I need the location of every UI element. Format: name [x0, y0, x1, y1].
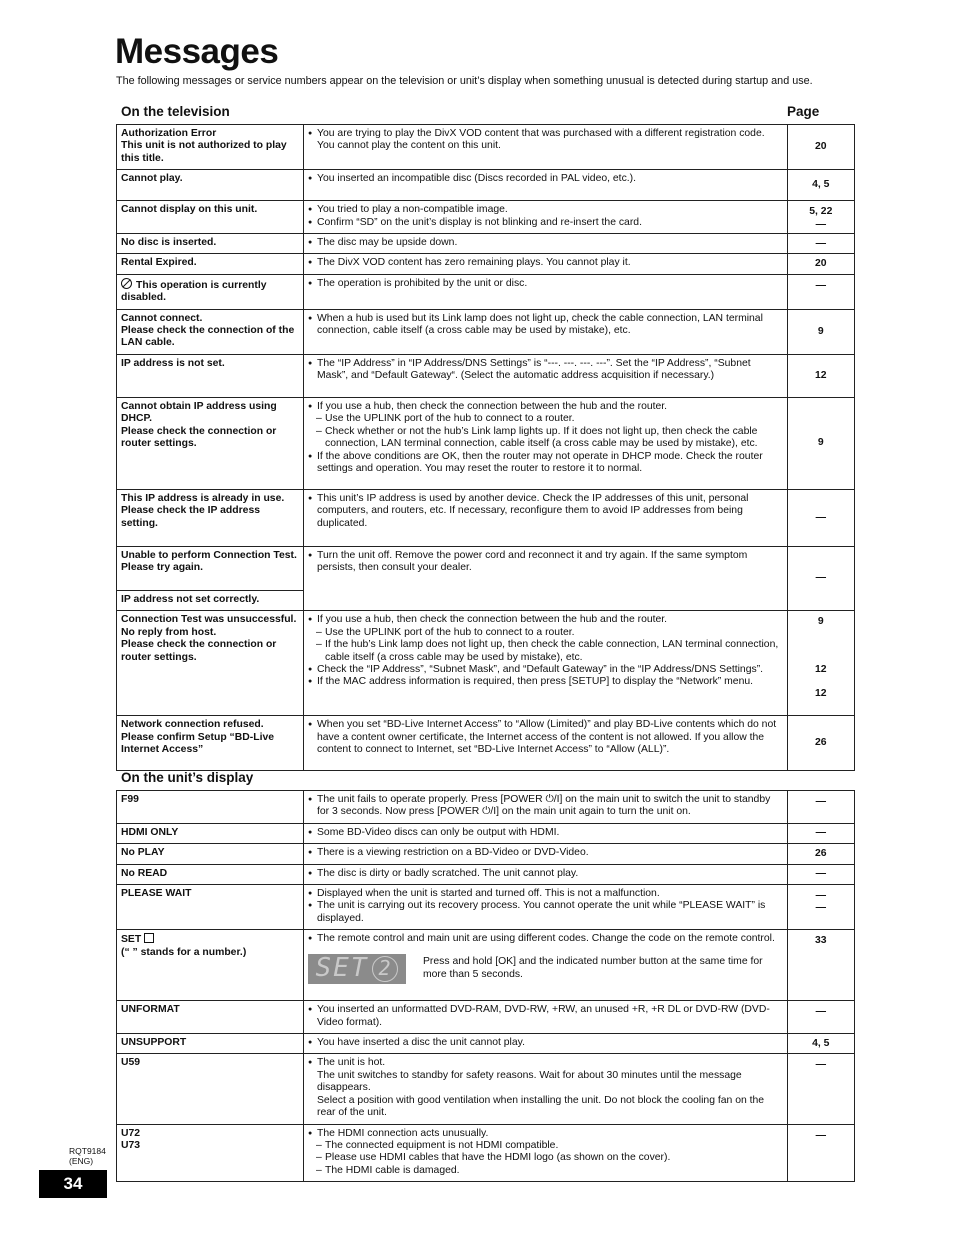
description-cell — [304, 716, 788, 771]
description-cell — [304, 611, 788, 716]
message-cell — [117, 1054, 304, 1124]
page-ref: 20 — [787, 254, 854, 274]
message-text: Please check the connection or router settings. — [121, 425, 277, 450]
message-cell — [117, 170, 304, 201]
message-text: Please check the IP address setting. — [121, 505, 261, 529]
message-text: SET — [121, 934, 142, 946]
message-cell — [117, 791, 304, 824]
message-text: UNFORMAT — [121, 1004, 180, 1016]
page-ref: 4, 5 — [787, 170, 854, 201]
message-text: U72 — [121, 1127, 141, 1139]
bullet-item: ● You are trying to play the DivX VOD content that was purchased with a different registration code. You cannot play the content on this unit. — [308, 128, 782, 153]
message-text: Cannot play. — [121, 173, 183, 185]
message-cell — [117, 546, 304, 590]
description-cell — [304, 1001, 788, 1034]
page-ref: 20 — [787, 125, 854, 170]
bullet-item: ● If you use a hub, then check the connection between the hub and the router. — [308, 401, 782, 413]
message-text: This unit is not authorized to play this title. — [121, 140, 287, 164]
intro-text: The following messages or service numbers appear on the television or unit’s display when something unusual is detected during startup and use. — [116, 75, 813, 87]
table-row — [117, 885, 855, 930]
page-ref: 9 — [787, 309, 854, 354]
message-text: Cannot display on this unit. — [121, 204, 258, 216]
page-title: Messages — [115, 32, 279, 71]
table-row — [117, 170, 855, 201]
description-cell — [304, 791, 788, 824]
table-row — [117, 201, 855, 234]
table-row — [117, 864, 855, 884]
description-cell — [304, 864, 788, 884]
tv-messages-table — [116, 124, 855, 771]
table-row — [117, 791, 855, 824]
message-cell — [117, 234, 304, 254]
page-ref: — — [787, 489, 854, 546]
message-text: Network connection refused. — [121, 719, 264, 731]
description-cell — [304, 274, 788, 309]
display-digit: 2 — [372, 956, 398, 982]
bullet-item: ● You tried to play a non-compatible image. — [308, 204, 782, 216]
message-cell — [117, 1034, 304, 1054]
bullet-item: ● The unit is hot. — [308, 1057, 782, 1069]
bullet-item: ● You have inserted a disc the unit cannot play. — [308, 1037, 782, 1049]
description-cell — [304, 125, 788, 170]
description-cell — [304, 885, 788, 930]
page-ref — [787, 611, 854, 716]
page-ref-item: 12 — [815, 688, 827, 700]
message-text: (“ ” stands for a number.) — [121, 946, 247, 958]
bullet-item: ● This unit’s IP address is used by another device. Check the IP addresses of this unit, personal computers, and routers, etc. If necessary, reconfigure them to avoid IP addresses from being duplicated. — [308, 493, 782, 530]
page-ref: — — [787, 234, 854, 254]
message-cell — [117, 611, 304, 716]
set-code-instruction — [308, 954, 782, 984]
message-text: UNSUPPORT — [121, 1037, 187, 1049]
page-ref: 5, 22 — — [787, 201, 854, 234]
unit-messages-table — [116, 790, 855, 1182]
bullet-item: ● The “IP Address” in “IP Address/DNS Settings” is “---. ---. ---. ---”. Set the “IP Address”, “Subnet Mask”, and “Default Gateway“. (Select the automatic address acquisition if necessary.) — [308, 358, 782, 383]
description-cell — [304, 1034, 788, 1054]
description-cell — [304, 844, 788, 864]
message-cell — [117, 716, 304, 771]
page-number: 34 — [39, 1170, 107, 1198]
message-text: IP address is not set. — [121, 357, 225, 369]
language-code: (ENG) — [69, 1156, 94, 1166]
sub-item: – Use the UPLINK port of the hub to connect to a router. — [308, 627, 782, 639]
table-row — [117, 125, 855, 170]
message-text: Unable to perform Connection Test. — [121, 549, 297, 561]
message-text: Please try again. — [121, 562, 204, 574]
page-ref-item: 12 — [815, 664, 827, 676]
description-cell — [304, 1124, 788, 1182]
description-cell — [304, 1054, 788, 1124]
message-text: U59 — [121, 1057, 141, 1069]
tv-section-heading: On the television — [121, 104, 230, 119]
page-ref: 4, 5 — [787, 1034, 854, 1054]
sub-item: – The HDMI cable is damaged. — [308, 1165, 782, 1177]
message-cell — [117, 274, 304, 309]
bullet-item: ● The disc is dirty or badly scratched. The unit cannot play. — [308, 868, 782, 880]
bullet-item: ● Turn the unit off. Remove the power cord and reconnect it and try again. If the same symptom persists, then consult your dealer. — [308, 550, 782, 575]
page-ref: 26 — [787, 716, 854, 771]
description-cell — [304, 546, 788, 610]
description-cell — [304, 254, 788, 274]
sub-item: – The connected equipment is not HDMI compatible. — [308, 1140, 782, 1152]
bullet-item: ● The unit fails to operate properly. Press [POWER ⏻/I] on the main unit to switch the unit to standby for 3 seconds. Now press [POWER ⏻/I] on the main unit again to turn the unit on. — [308, 794, 782, 819]
sub-item: – Check whether or not the hub’s Link lamp lights up. If it does not light up, then check the cable connection, LAN terminal connection, cable itself (a cross cable may be used by mistake), etc. — [308, 426, 782, 451]
instruction-text: Press and hold [OK] and the indicated number button at the same time for more than 5 seconds. — [423, 956, 763, 980]
table-row — [117, 546, 855, 590]
bullet-item: ● You inserted an unformatted DVD-RAM, DVD-RW, +RW, an unused +R, +R DL or DVD-RW (DVD-Video format). — [308, 1004, 782, 1029]
message-text: Please confirm Setup “BD-Live Internet Access” — [121, 731, 275, 756]
table-row — [117, 397, 855, 489]
message-text: Rental Expired. — [121, 257, 197, 269]
message-text: F99 — [121, 794, 139, 805]
message-cell — [117, 354, 304, 397]
model-number: RQT9184 — [69, 1146, 106, 1156]
page-ref: 12 — [787, 354, 854, 397]
bullet-item: ● The unit is carrying out its recovery process. You cannot operate the unit while “PLEASE WAIT” is displayed. — [308, 900, 782, 925]
message-cell — [117, 397, 304, 489]
bullet-item: ● The operation is prohibited by the unit or disc. — [308, 278, 782, 290]
page-ref: — — — [787, 885, 854, 930]
message-cell — [117, 1001, 304, 1034]
description-cell — [304, 309, 788, 354]
page-ref: 9 — [787, 397, 854, 489]
message-text: Please check the connection or router settings. — [121, 639, 277, 663]
paragraph: Select a position with good ventilation when installing the unit. Do not block the cooling fan on the rear of the unit. — [317, 1094, 765, 1119]
unit-display-illustration — [308, 954, 406, 984]
page-ref-item: 9 — [817, 616, 824, 628]
table-row — [117, 844, 855, 864]
bullet-item: ● When a hub is used but its Link lamp does not light up, check the cable connection, LAN terminal connection, cable itself (a cross cable may be used by mistake), etc. — [308, 313, 782, 338]
bullet-item: ● Displayed when the unit is started and turned off. This is not a malfunction. — [308, 888, 782, 900]
message-cell — [117, 590, 304, 610]
message-cell — [117, 864, 304, 884]
table-row — [117, 716, 855, 771]
sub-item: – Use the UPLINK port of the hub to connect to a router. — [308, 413, 782, 425]
message-text: Cannot obtain IP address using DHCP. — [121, 400, 277, 425]
bullet-item: ● Check the “IP Address”, “Subnet Mask”, and “Default Gateway” in the “IP Address/DNS Settings”. — [308, 664, 782, 676]
bullet-item: ● If you use a hub, then check the connection between the hub and the router. — [308, 614, 782, 626]
paragraph: The unit switches to standby for safety reasons. Wait for about 30 minutes until the message disappears. — [317, 1069, 742, 1094]
message-text: Cannot connect. — [121, 312, 203, 324]
bullet-item: ● If the above conditions are OK, then the router may not operate in DHCP mode. Check the router settings and operation. You may reset the router to restore it to normal. — [308, 451, 782, 476]
message-cell — [117, 930, 304, 1001]
description-cell — [304, 170, 788, 201]
table-row — [117, 254, 855, 274]
description-cell — [304, 489, 788, 546]
bullet-item: ● The disc may be upside down. — [308, 237, 782, 249]
prohibited-icon — [121, 278, 132, 289]
description-cell — [304, 823, 788, 843]
page-ref: — — [787, 1001, 854, 1034]
message-cell — [117, 1124, 304, 1182]
message-cell — [117, 201, 304, 234]
table-row — [117, 234, 855, 254]
page-ref: — — [787, 823, 854, 843]
page-ref: — — [787, 274, 854, 309]
table-row — [117, 823, 855, 843]
table-row — [117, 930, 855, 1001]
message-text: PLEASE WAIT — [121, 888, 192, 900]
bullet-item: ● Confirm “SD” on the unit’s display is not blinking and re-insert the card. — [308, 217, 782, 229]
bullet-item: ● You inserted an incompatible disc (Discs recorded in PAL video, etc.). — [308, 173, 782, 185]
table-row — [117, 1034, 855, 1054]
description-cell — [304, 930, 788, 1001]
message-cell — [117, 885, 304, 930]
page-ref: — — [787, 791, 854, 824]
page-ref: — — [787, 1054, 854, 1124]
description-cell — [304, 397, 788, 489]
page-ref: — — [787, 864, 854, 884]
message-cell — [117, 844, 304, 864]
bullet-item: ● When you set “BD-Live Internet Access” to “Allow (Limited)” and play BD-Live contents which do not have a content owner certificate, the Internet access of the content is not allowed. If you allow the content to connect to Internet, set “BD-Live Internet Access” to “Allow (ALL)”. — [308, 719, 782, 756]
message-text: No disc is inserted. — [121, 237, 217, 249]
message-text: Please check the connection of the LAN cable. — [121, 325, 295, 349]
message-text: IP address not set correctly. — [121, 593, 260, 605]
table-row — [117, 1054, 855, 1124]
bullet-item: ● The remote control and main unit are using different codes. Change the code on the remote control. — [308, 933, 782, 945]
message-text: Connection Test was unsuccessful. No reply from host. — [121, 614, 297, 638]
page-ref: — — [787, 546, 854, 610]
description-cell — [304, 354, 788, 397]
description-cell — [304, 201, 788, 234]
table-row — [117, 489, 855, 546]
message-cell — [117, 489, 304, 546]
table-row — [117, 274, 855, 309]
message-text: No PLAY — [121, 847, 165, 859]
page-ref: — — [787, 1124, 854, 1182]
message-text: U73 — [121, 1139, 141, 1151]
bullet-item: ● There is a viewing restriction on a BD-Video or DVD-Video. — [308, 847, 782, 859]
bullet-item: ● The DivX VOD content has zero remaining plays. You cannot play it. — [308, 257, 782, 269]
description-cell — [304, 234, 788, 254]
message-text: This IP address is already in use. — [121, 492, 285, 504]
display-text: SET — [315, 953, 369, 984]
table-row — [117, 309, 855, 354]
message-text: HDMI ONLY — [121, 826, 179, 838]
message-text: No READ — [121, 867, 168, 879]
sub-item: – Please use HDMI cables that have the HDMI logo (as shown on the cover). — [308, 1152, 782, 1164]
bullet-item: ● If the MAC address information is required, then press [SETUP] to display the “Network” menu. — [308, 676, 782, 688]
digit-placeholder-icon — [144, 933, 154, 943]
page-ref: 26 — [787, 844, 854, 864]
sub-item: – If the hub’s Link lamp does not light up, then check the cable connection, LAN terminal connection, cable itself (a cross cable may be used by mistake), etc. — [308, 639, 782, 664]
message-cell — [117, 254, 304, 274]
table-row — [117, 1001, 855, 1034]
table-row — [117, 1124, 855, 1182]
bullet-item: ● Some BD-Video discs can only be output with HDMI. — [308, 827, 782, 839]
page-ref: 33 — [787, 930, 854, 1001]
page-column-heading: Page — [787, 104, 820, 119]
message-text: Authorization Error — [121, 128, 217, 139]
message-cell — [117, 823, 304, 843]
message-text: This operation is currently disabled. — [121, 279, 267, 304]
unit-section-heading: On the unit’s display — [121, 770, 254, 785]
model-code — [69, 1146, 106, 1166]
message-cell — [117, 125, 304, 170]
table-row — [117, 611, 855, 716]
message-cell — [117, 309, 304, 354]
bullet-item: ● The HDMI connection acts unusually. — [308, 1128, 782, 1140]
table-row — [117, 354, 855, 397]
